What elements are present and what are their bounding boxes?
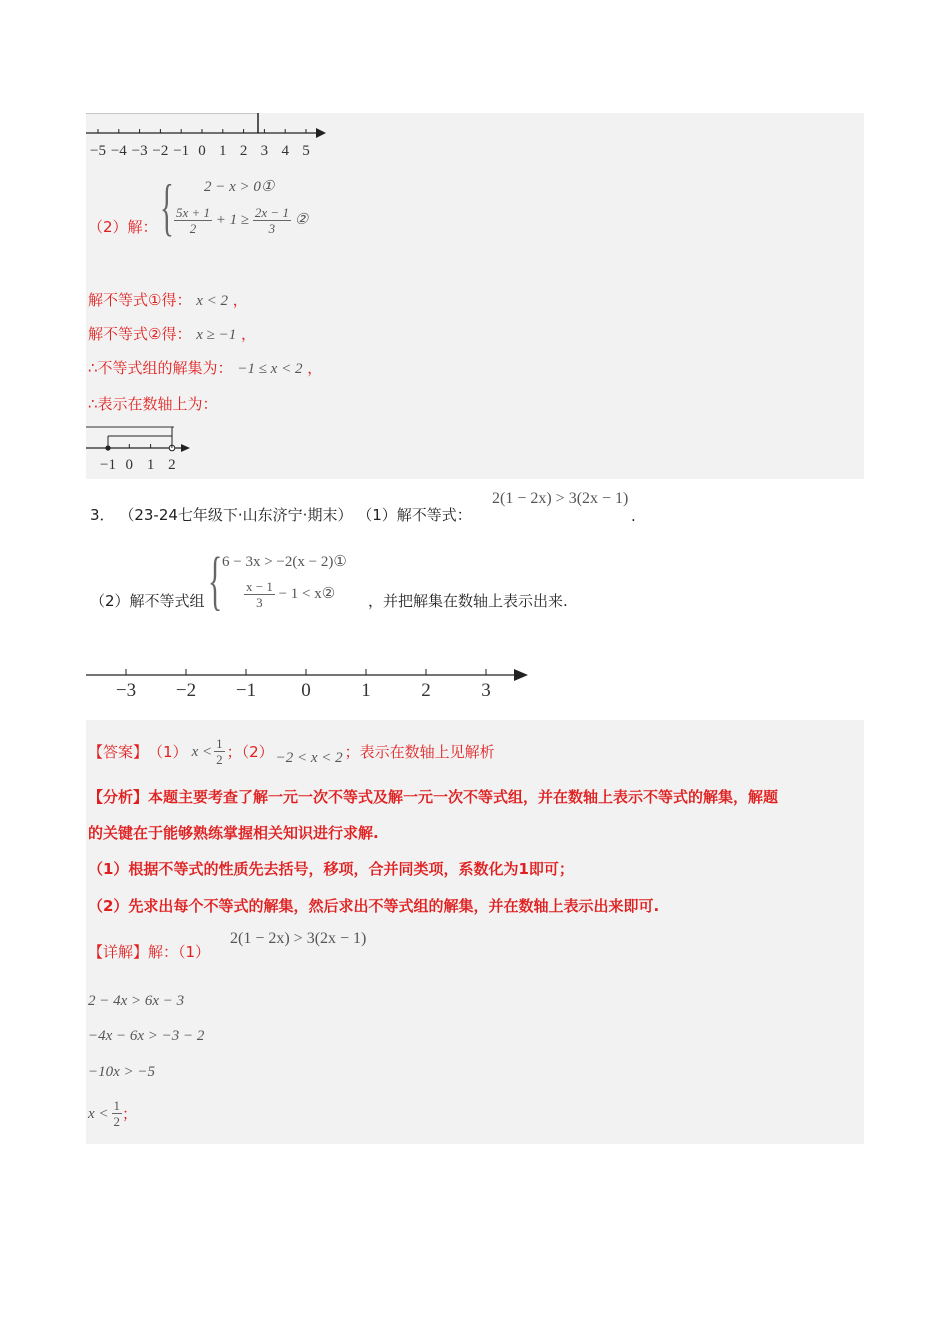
part2-label: （2）解：	[88, 218, 158, 236]
solution-block-top	[86, 113, 864, 479]
solve-line-3	[88, 358, 322, 379]
answer-p2-math: −2 < x < 2	[275, 749, 343, 766]
analysis-line2: 的关键在于能够熟练掌握相关知识进行求解.	[88, 824, 379, 842]
tick-label: 5	[302, 143, 310, 159]
tick-label: −3	[115, 680, 137, 701]
eq-rest: − 1 < x②	[278, 585, 336, 602]
system-eq2	[174, 205, 308, 236]
tick-label: −1	[235, 680, 257, 701]
detail-text: 解：（1）	[148, 943, 211, 961]
solve-line-3-math: −1 ≤ x < 2	[237, 361, 303, 377]
question-part1-math: 2(1 − 2x) > 3(2x − 1)	[492, 490, 629, 507]
question-system-eq2	[244, 579, 335, 610]
answer-line	[88, 736, 495, 767]
frac-den: 2	[189, 221, 197, 236]
solve-line-4: ∴表示在数轴上为：	[88, 395, 218, 413]
tick-label: 1	[146, 457, 155, 473]
frac-den: 2	[216, 752, 223, 767]
answer-label: 【答案】	[88, 742, 149, 761]
question-source: （23-24七年级下·山东济宁·期末）	[119, 506, 353, 524]
question-part2-end: ，并把解集在数轴上表示出来.	[368, 592, 568, 610]
solve-line-1-text: 解不等式①得：	[88, 291, 192, 309]
hint-1: （1）根据不等式的性质先去括号，移项，合并同类项，系数化为1即可；	[88, 860, 574, 878]
answer-sep: ；（2）	[226, 742, 274, 761]
tick-label: 4	[281, 143, 289, 159]
tick-label: −4	[110, 143, 127, 159]
solve-line-2-end: ，	[241, 325, 257, 343]
frac-den: 3	[268, 221, 276, 236]
number-line-2	[86, 423, 206, 473]
question-part1: （1）解不等式：	[357, 506, 472, 524]
detail-line	[88, 942, 210, 962]
frac-num: 1	[113, 1098, 121, 1113]
tick-label: −3	[131, 143, 148, 159]
system-eq1: 2 − x > 0①	[204, 179, 275, 195]
question-part2-label: （2）解不等式组	[90, 592, 205, 610]
analysis-label: 【分析】	[88, 788, 149, 806]
detail-label: 【详解】	[88, 943, 149, 961]
step-4-left: x <	[88, 1105, 109, 1122]
tick-label: 1	[219, 143, 227, 159]
step-4-frac	[112, 1098, 123, 1129]
question-3-line1	[90, 505, 472, 525]
tick-label: −1	[100, 457, 116, 473]
number-line-1	[86, 113, 346, 163]
solve-line-1-math: x < 2	[196, 293, 229, 309]
question-number: 3．	[90, 506, 115, 524]
step-1: 2 − 4x > 6x − 3	[88, 993, 185, 1009]
tick-label: 0	[301, 680, 311, 701]
tick-label: 3	[481, 680, 491, 701]
detail-math: 2(1 − 2x) > 3(2x − 1)	[230, 930, 367, 947]
frac-den: 2	[113, 1114, 121, 1129]
answer-frac	[214, 736, 225, 767]
frac-num: 5x + 1	[176, 205, 211, 220]
tick-label: 1	[361, 680, 371, 701]
frac-num: x − 1	[246, 579, 273, 594]
hint-2: （2）先求出每个不等式的解集，然后求出不等式组的解集，并在数轴上表示出来即可.	[88, 897, 660, 915]
solve-line-3-text: ∴不等式组的解集为：	[88, 359, 233, 377]
tick-label: 3	[260, 143, 269, 159]
answer-p1: （1）	[148, 742, 188, 761]
solve-line-2-math: x ≥ −1	[196, 327, 237, 343]
question-system-brace: {	[208, 544, 223, 617]
tick-label: 2	[239, 143, 248, 159]
step-4	[88, 1098, 137, 1129]
answer-frac-left: x <	[191, 743, 213, 760]
frac-num: 1	[216, 736, 223, 751]
solve-line-2	[88, 324, 256, 345]
tick-label: −1	[173, 143, 190, 159]
frac-den: 3	[256, 595, 263, 610]
answer-end: ；表示在数轴上见解析	[344, 742, 495, 761]
question-system-eq1: 6 − 3x > −2(x − 2)①	[222, 554, 347, 570]
tick-label: −2	[175, 680, 197, 701]
circle-2: ②	[294, 211, 309, 228]
frac-num: 2x − 1	[254, 205, 289, 220]
analysis-line1	[88, 787, 778, 807]
question-part1-end: .	[631, 507, 636, 525]
solve-line-2-text: 解不等式②得：	[88, 325, 192, 343]
eq-mid: + 1 ≥	[215, 211, 250, 228]
tick-label: 0	[198, 143, 206, 159]
tick-label: −5	[90, 143, 106, 159]
solve-line-1	[88, 290, 248, 311]
step-4-end: ；	[122, 1104, 138, 1123]
solution-block-bottom	[86, 720, 864, 1144]
tick-label: 0	[125, 457, 134, 473]
step-2: −4x − 6x > −3 − 2	[88, 1028, 205, 1044]
number-line-3	[86, 660, 536, 706]
tick-label: −2	[152, 143, 169, 159]
step-3: −10x > −5	[88, 1064, 156, 1080]
analysis-text-1: 本题主要考查了解一元一次不等式及解一元一次不等式组，并在数轴上表示不等式的解集，解题	[148, 788, 779, 806]
solve-line-3-end: ，	[307, 359, 323, 377]
tick-label: 2	[168, 457, 176, 473]
tick-label: 2	[421, 680, 431, 701]
solve-line-1-end: ，	[232, 291, 248, 309]
system-brace: {	[160, 171, 174, 242]
